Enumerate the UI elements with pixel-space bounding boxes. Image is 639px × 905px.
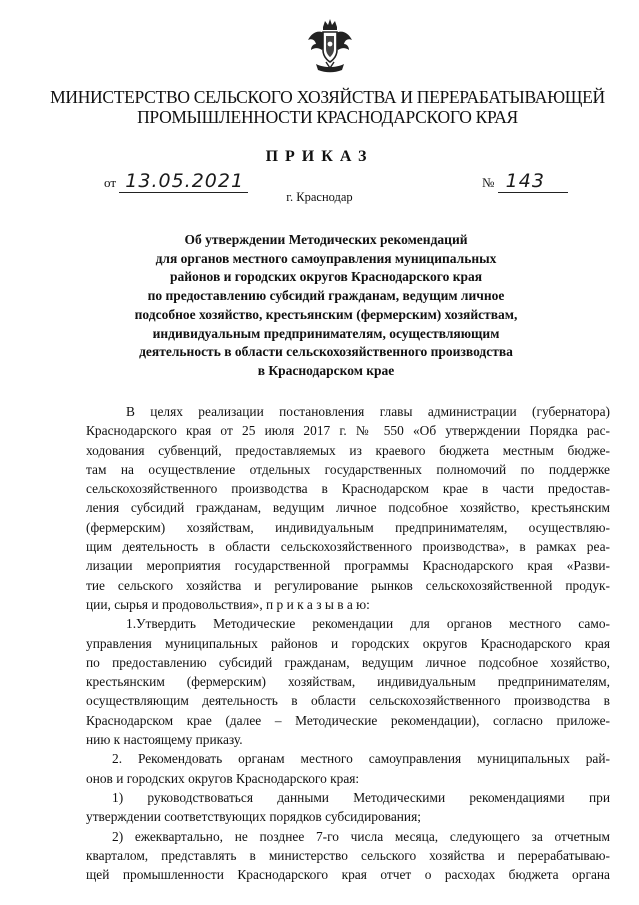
body-line: Краснодарского края от 25 июля 2017 г. № 550 «Об утверждении Порядка рас-	[86, 423, 610, 439]
body-line: ходования субвенций, предоставляемых из краевого бюджета местным бюдже-	[86, 442, 610, 458]
subject-line: по предоставлению субсидий гражданам, ведущим личное	[147, 288, 505, 304]
body-line: сельскохозяйственного производства в Краснодарском крае в части предостав-	[86, 481, 610, 497]
body-line: лизации мероприятия государственной программы Краснодарского края «Разви-	[86, 558, 610, 574]
order-title: ПРИКАЗ	[265, 148, 374, 165]
coat-of-arms-icon	[306, 18, 354, 74]
body-line: тие сельского хозяйства и регулирование рынков сельскохозяйственной продук-	[86, 577, 610, 593]
body-line: там на осуществление отдельных государственных полномочий по поддержке	[86, 461, 610, 477]
body-line: нию к настоящему приказу.	[86, 732, 243, 748]
order-subject	[110, 231, 542, 381]
body-line: утверждении соответствующих порядков субсидирования;	[86, 809, 421, 825]
body-line: 1) руководствоваться данными Методическими рекомендациями при	[112, 789, 610, 805]
subject-line: в Краснодарском крае	[257, 362, 395, 378]
body-line: ления субсидий гражданам, ведущим личное подсобное хозяйство, крестьянским	[86, 500, 610, 516]
body-line: щим деятельность в области сельскохозяйственного производства», в рамках реа-	[86, 539, 610, 555]
order-body	[86, 402, 610, 884]
body-line: по предоставлению субсидий гражданам, ведущим личное подсобное хозяйство,	[86, 654, 610, 670]
body-line: крестьянским (фермерским) хозяйствам, индивидуальным предпринимателям,	[86, 674, 610, 690]
ministry-line-1: МИНИСТЕРСТВО СЕЛЬСКОГО ХОЗЯЙСТВА И ПЕРЕРАБАТЫВАЮЩЕЙ	[50, 87, 605, 107]
body-line: 2. Рекомендовать органам местного самоуправления муниципальных рай-	[112, 751, 610, 767]
body-line: (фермерским) хозяйствам, индивидуальным предпринимателям, осуществляю-	[86, 519, 610, 535]
body-line: щей промышленности Краснодарского края отчет о расходах бюджета органа	[86, 867, 610, 883]
body-line: онов и городских округов Краснодарского края:	[86, 770, 360, 786]
order-date: 13.05.2021	[125, 170, 245, 192]
number-prefix: №	[482, 175, 495, 190]
ministry-name	[40, 87, 615, 127]
city: г. Краснодар	[286, 190, 353, 204]
body-line: ции, сырья и продовольствия», п р и к а з ы в а ю:	[86, 596, 370, 612]
body-line: В целях реализации постановления главы администрации (губернатора)	[126, 404, 610, 419]
subject-line: индивидуальным предпринимателям, осуществляющим	[152, 325, 500, 341]
body-line: кварталом, представлять в министерство сельского хозяйства и перерабатываю-	[86, 847, 610, 863]
body-line: Краснодарском крае (далее – Методические рекомендации), согласно приложе-	[86, 712, 610, 728]
subject-line: районов и городских округов Краснодарского края	[169, 269, 483, 285]
body-line: 2) ежеквартально, не позднее 7-го числа месяца, следующего за отчетным	[112, 828, 610, 844]
ministry-line-2: ПРОМЫШЛЕННОСТИ КРАСНОДАРСКОГО КРАЯ	[137, 107, 518, 127]
subject-line: Об утверждении Методических рекомендаций	[184, 232, 468, 247]
body-line: 1.Утвердить Методические рекомендации для органов местного само-	[126, 616, 610, 632]
body-line: осуществляющим деятельность в области сельскохозяйственного производства в	[86, 693, 610, 709]
date-prefix: от	[104, 175, 117, 190]
subject-line: деятельность в области сельскохозяйственного производства	[139, 344, 513, 360]
order-number: 143	[505, 170, 545, 192]
body-line: управления муниципальных районов и городских округов Краснодарского края	[86, 635, 610, 651]
subject-line: подсобное хозяйство, крестьянским (фермерским) хозяйствам,	[134, 306, 518, 322]
subject-line: для органов местного самоуправления муниципальных	[155, 250, 497, 266]
